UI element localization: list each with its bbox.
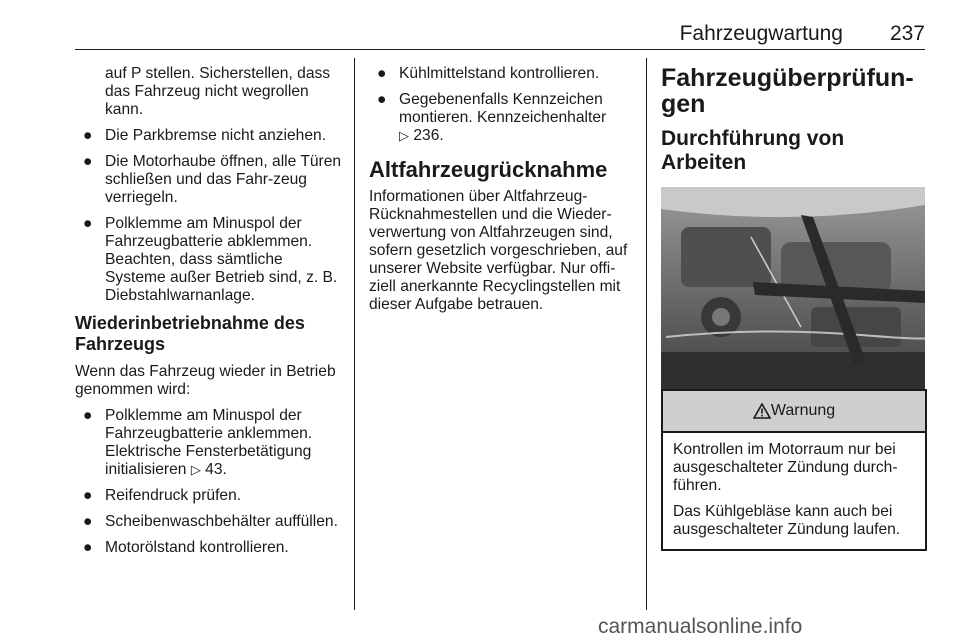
page-number: 237	[889, 22, 925, 45]
header-rule	[75, 49, 925, 50]
bullet-icon: ●	[83, 487, 93, 504]
chapter-title: Fahrzeugüberprüfun-gen	[661, 64, 914, 118]
warning-box	[661, 389, 927, 551]
shutdown-steps-list	[75, 127, 347, 305]
bullet-icon: ●	[83, 539, 93, 556]
page-reference[interactable]: 43.	[205, 461, 227, 478]
ref-arrow-icon[interactable]: ▷	[399, 128, 409, 143]
chapter-subtitle: Durchführung von Arbeiten	[661, 127, 845, 174]
column-3	[661, 65, 925, 397]
engine-bay-illustration	[661, 187, 925, 397]
list-item: ● Reifendruck prüfen.	[83, 487, 242, 504]
list-item: ● Kühlmittelstand kontrollieren.	[377, 65, 600, 82]
checks-list	[369, 65, 637, 145]
list-item: ● Die Motorhaube öffnen, alle Türen schließen und das Fahr-zeug verriegeln.	[83, 153, 342, 206]
bullet-icon: ●	[83, 513, 93, 530]
warning-header	[663, 391, 925, 433]
warning-text-2: Das Kühlgebläse kann auch bei ausgeschalteter Zündung laufen.	[673, 503, 901, 538]
column-1	[75, 65, 347, 565]
continued-text: auf P stellen. Sicherstellen, dass das Fahrzeug nicht wegrollen kann.	[105, 65, 331, 118]
restart-steps-list	[75, 407, 347, 557]
warning-heading: Warnung	[770, 402, 836, 419]
section-body: Informationen über Altfahrzeug-Rücknahmestellen und die Wieder-verwertung von Altfahrzeugen sind, sofern gesetzlich vorgeschrieben, auf unserer Website verfügbar. Nur offi-ziell anerkannte Recyclingstellen mit dieser Aufgabe betrauen.	[369, 188, 628, 313]
list-item: ● Scheibenwaschbehälter auffüllen.	[83, 513, 338, 530]
list-item: ● Motorölstand kontrollieren.	[83, 539, 289, 556]
page-reference[interactable]: 236.	[413, 127, 444, 144]
watermark: carmanualsonline.info	[598, 615, 803, 638]
list-item: ● Polklemme am Minuspol der Fahrzeugbatterie abklemmen. Beachten, dass sämtliche Systeme außer Betrieb sind, z. B. Diebstahlwarnanlage.	[83, 215, 338, 304]
warning-body	[663, 433, 925, 549]
column-2	[369, 65, 637, 322]
bullet-icon: ●	[377, 65, 387, 82]
column-divider-1	[354, 58, 355, 610]
section-heading: Wiederinbetriebnahme des Fahrzeugs	[75, 313, 305, 354]
warning-triangle-icon	[753, 403, 771, 419]
bullet-icon: ●	[83, 407, 93, 424]
bullet-icon: ●	[83, 153, 93, 170]
section-heading: Altfahrzeugrücknahme	[369, 157, 608, 182]
bullet-icon: ●	[83, 215, 93, 232]
ref-arrow-icon[interactable]: ▷	[190, 462, 201, 477]
bullet-icon: ●	[377, 91, 387, 108]
section-title: Fahrzeugwartung	[679, 22, 843, 45]
warning-text-1: Kontrollen im Motorraum nur bei ausgeschalteter Zündung durch-führen.	[673, 441, 898, 494]
section-intro: Wenn das Fahrzeug wieder in Betrieb genommen wird:	[75, 363, 336, 398]
list-item: ● Gegebenenfalls Kennzeichen montieren. Kennzeichenhalter ▷ 236.	[377, 91, 607, 144]
bullet-icon: ●	[83, 127, 93, 144]
page-header	[75, 22, 925, 48]
column-divider-2	[646, 58, 647, 610]
list-item: ● Die Parkbremse nicht anziehen.	[83, 127, 327, 144]
list-item: ● Polklemme am Minuspol der Fahrzeugbatterie anklemmen. Elektrische Fensterbetätigung initialisieren ▷ 43.	[83, 407, 313, 478]
engine-bay-photo	[661, 187, 925, 397]
